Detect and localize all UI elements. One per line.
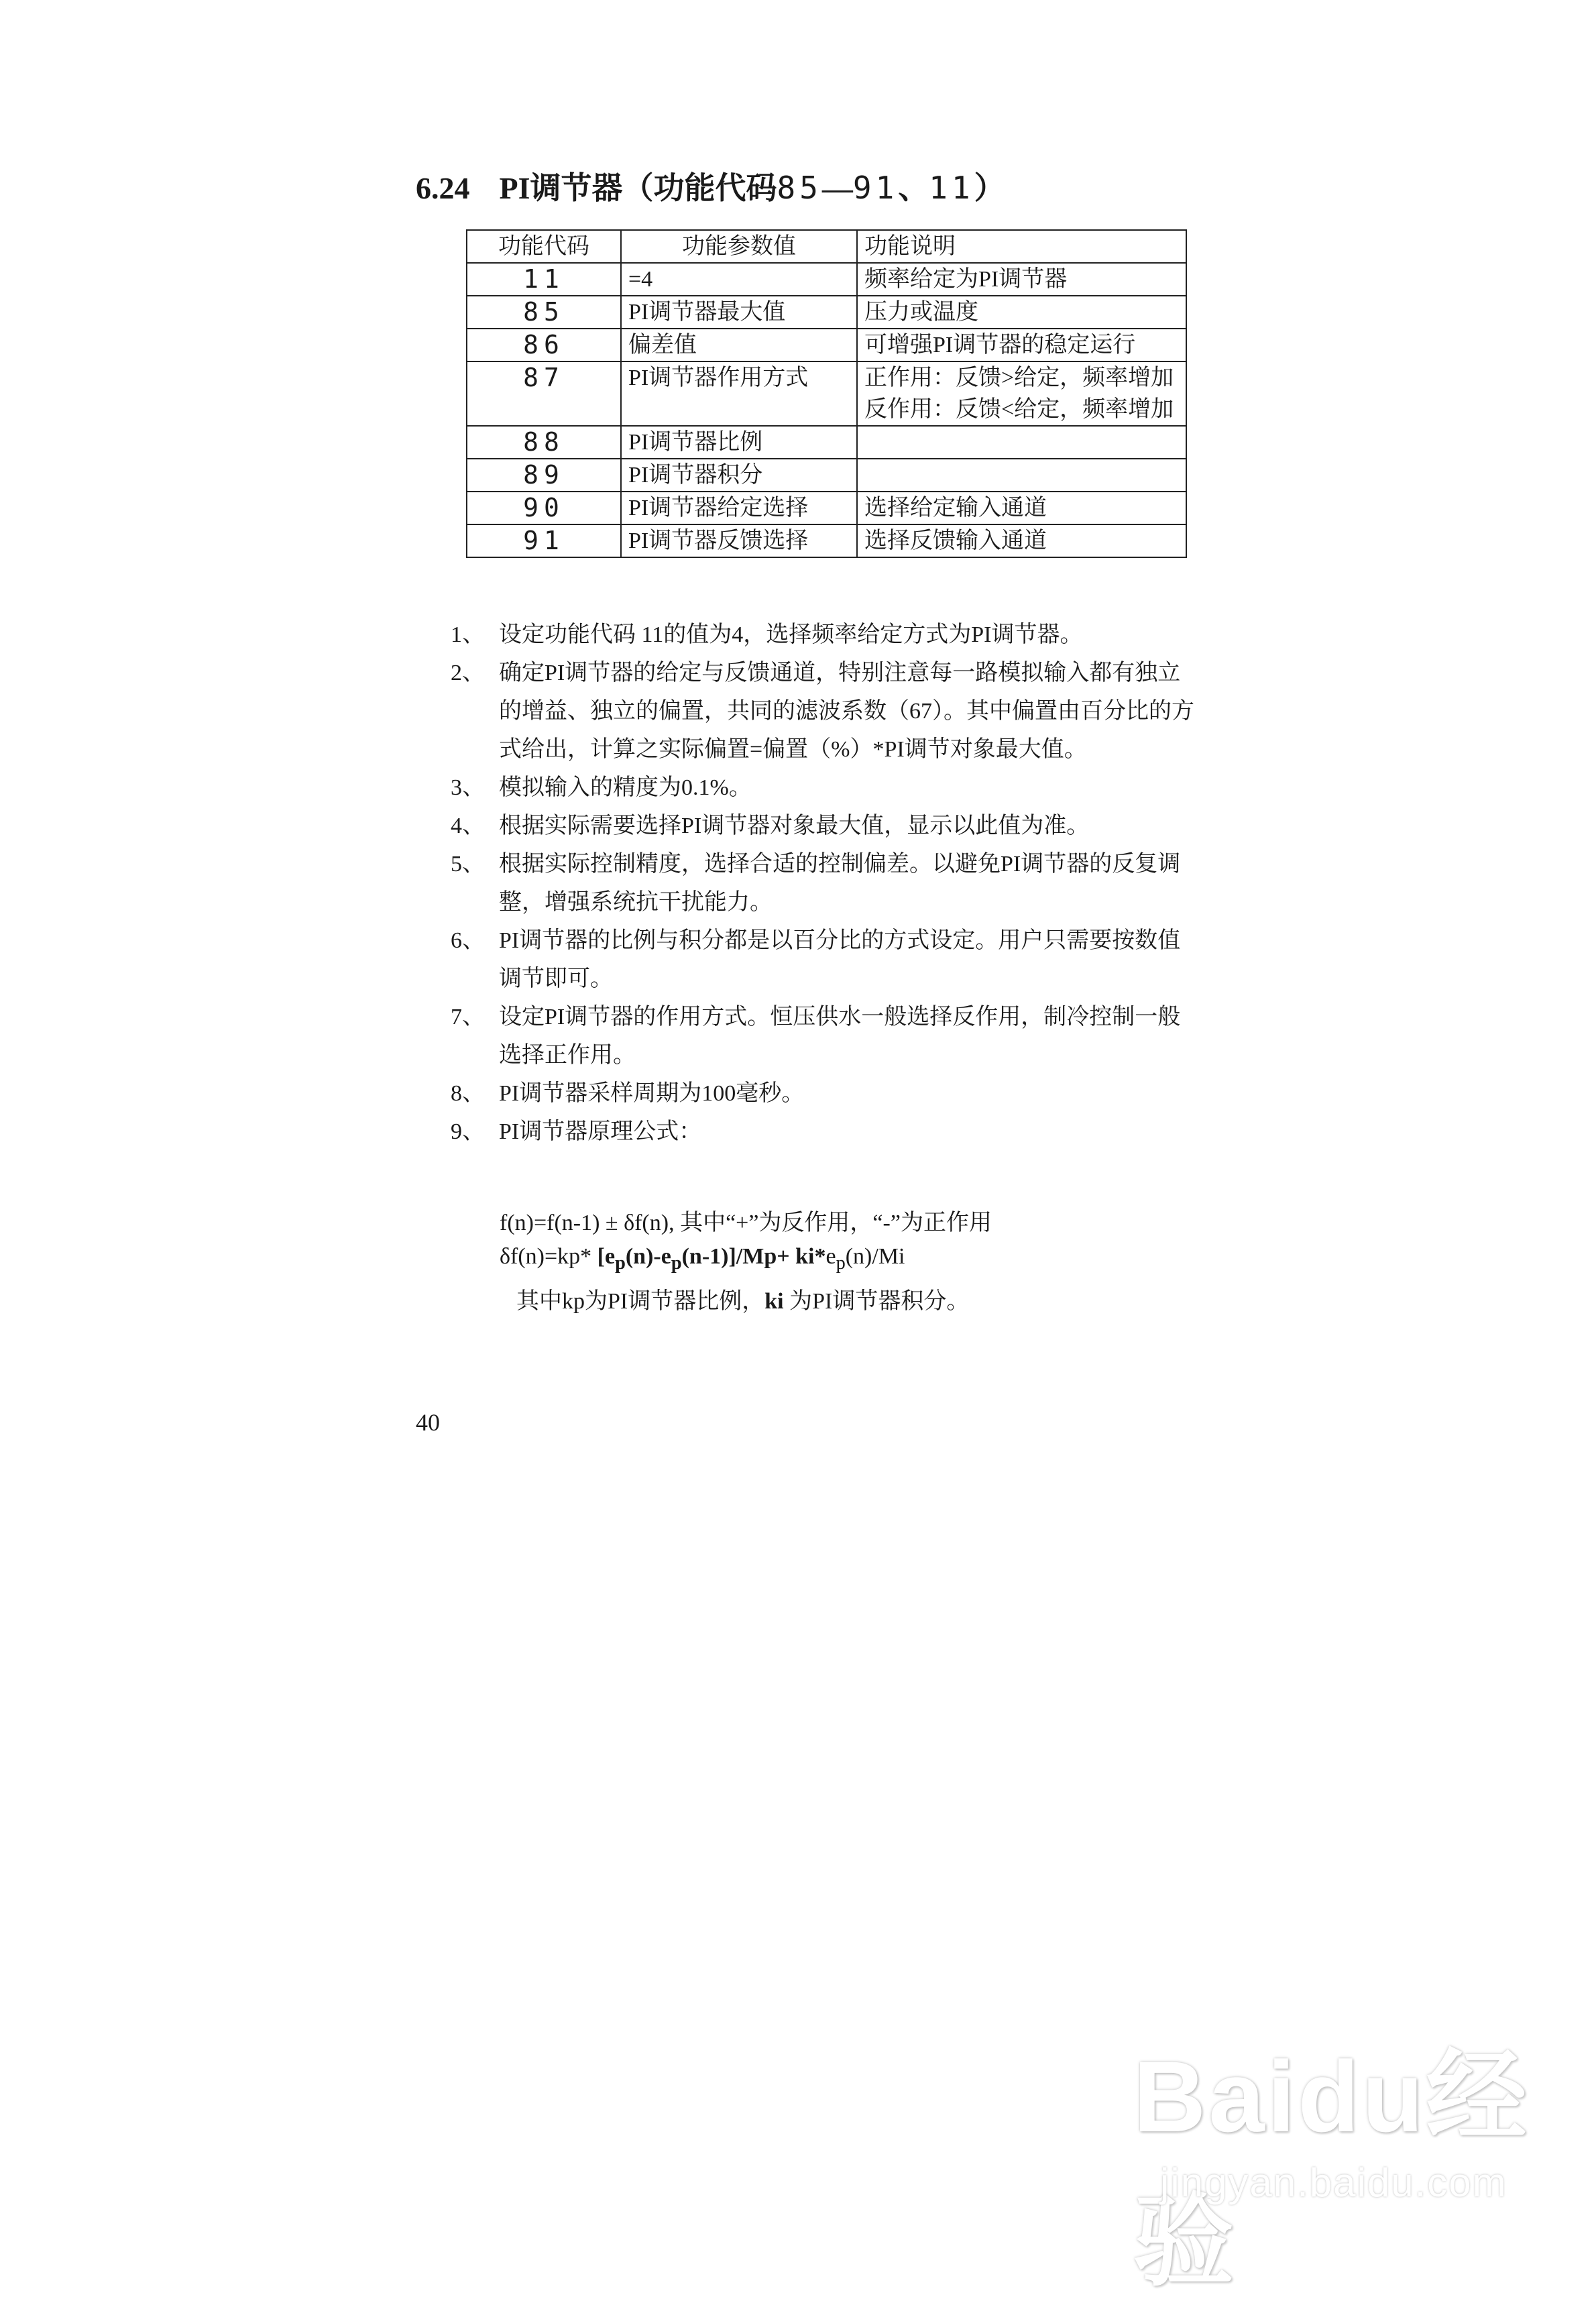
- close-paren: ）: [974, 171, 1005, 205]
- table-row: [467, 361, 1186, 426]
- row-value: =4: [621, 263, 857, 296]
- row-code: 90: [467, 492, 621, 524]
- item-text: PI调节器采样周期为100毫秒。: [499, 1081, 805, 1106]
- parameter-table: [466, 229, 1187, 558]
- list-item: [451, 769, 1195, 807]
- formula-subscript: p: [615, 1252, 626, 1274]
- list-item: [451, 807, 1195, 845]
- item-text: 设定功能代码 11的值为4，选择频率给定方式为PI调节器。: [499, 622, 1083, 647]
- row-code: 91: [467, 524, 621, 557]
- table-row: [467, 329, 1186, 361]
- formula-part: 为PI调节器积分。: [783, 1289, 970, 1314]
- item-text: 设定PI调节器的作用方式。恒压供水一般选择反作用，制冷控制一般选择正作用。: [499, 1005, 1181, 1068]
- formula-line-2: [500, 1244, 905, 1274]
- header-desc: 功能说明: [857, 230, 1186, 263]
- item-text: 模拟输入的精度为0.1%。: [499, 775, 752, 800]
- list-item: [451, 616, 1195, 654]
- notes-list: [451, 616, 1195, 1151]
- row-code: 85: [467, 296, 621, 329]
- item-number: 7、: [451, 1005, 485, 1029]
- list-item: [451, 921, 1195, 998]
- item-text: 根据实际控制精度，选择合适的控制偏差。以避免PI调节器的反复调整，增强系统抗干扰能力。: [499, 852, 1181, 915]
- function-code-85: 85: [777, 170, 822, 206]
- page-number: 40: [416, 1409, 440, 1436]
- row-desc: 可增强PI调节器的稳定运行: [857, 329, 1186, 361]
- item-number: 3、: [451, 775, 485, 800]
- row-code: 87: [467, 361, 621, 426]
- item-text: 根据实际需要选择PI调节器对象最大值，显示以此值为准。: [499, 813, 1090, 838]
- row-code: 89: [467, 459, 621, 492]
- separator: 、: [898, 171, 929, 205]
- item-number: 9、: [451, 1119, 485, 1144]
- formula-part: ki: [764, 1289, 784, 1314]
- row-desc-reverse: 反作用：反馈<给定，频率增加: [864, 397, 1174, 422]
- function-code-11: 11: [929, 170, 974, 206]
- row-desc: 频率给定为PI调节器: [857, 263, 1186, 296]
- table-header-row: [467, 230, 1186, 263]
- section-title: PI调节器（功能代码: [499, 171, 777, 205]
- row-desc: 选择给定输入通道: [857, 492, 1186, 524]
- item-number: 8、: [451, 1081, 485, 1106]
- formula-part: (n)-e: [625, 1244, 671, 1269]
- item-number: 5、: [451, 852, 485, 877]
- dash: —: [821, 171, 853, 205]
- table-row: [467, 492, 1186, 524]
- formula-part: (n-1)]/Mp+ ki*: [681, 1244, 826, 1269]
- row-value: PI调节器反馈选择: [621, 524, 857, 557]
- formula-part: δf(n)=kp*: [500, 1244, 597, 1269]
- formula-part: 其中kp为PI调节器比例，: [516, 1289, 765, 1314]
- header-value: 功能参数值: [621, 230, 857, 263]
- section-number: 6.24: [416, 171, 470, 205]
- table-row: [467, 296, 1186, 329]
- formula-subscript: p: [671, 1252, 682, 1274]
- table-row: [467, 426, 1186, 459]
- row-code: 88: [467, 426, 621, 459]
- formula-line-3: [516, 1282, 969, 1315]
- baidu-watermark-logo: Baidu经验: [1133, 2040, 1530, 2298]
- item-number: 1、: [451, 622, 485, 647]
- item-text: 确定PI调节器的给定与反馈通道，特别注意每一路模拟输入都有独立的增益、独立的偏置，共同的滤波系数（67）。其中偏置由百分比的方式给出，计算之实际偏置=偏置（%）*PI调节对象最大值。: [499, 661, 1194, 762]
- item-number: 2、: [451, 661, 485, 685]
- table-row: [467, 263, 1186, 296]
- row-value: PI调节器作用方式: [621, 361, 857, 426]
- list-item: [451, 998, 1195, 1074]
- row-value: PI调节器最大值: [621, 296, 857, 329]
- row-value: PI调节器给定选择: [621, 492, 857, 524]
- row-value: 偏差值: [621, 329, 857, 361]
- row-desc: 压力或温度: [857, 296, 1186, 329]
- formula-part: (n)/Mi: [845, 1244, 905, 1269]
- item-number: 4、: [451, 813, 485, 838]
- list-item: [451, 1074, 1195, 1113]
- formula-part: [e: [597, 1244, 616, 1269]
- row-desc-forward: 正作用：反馈>给定，频率增加: [864, 366, 1174, 390]
- table-row: [467, 459, 1186, 492]
- row-value: PI调节器比例: [621, 426, 857, 459]
- list-item: [451, 654, 1195, 769]
- item-number: 6、: [451, 928, 485, 953]
- row-desc: [857, 361, 1186, 426]
- list-item: [451, 845, 1195, 921]
- table-row: [467, 524, 1186, 557]
- row-desc: [857, 459, 1186, 492]
- baidu-watermark-url: jingyan.baidu.com: [1160, 2160, 1507, 2205]
- formula-subscript: p: [836, 1252, 846, 1274]
- formula-part: e: [825, 1244, 836, 1269]
- row-desc: [857, 426, 1186, 459]
- list-item: [451, 1113, 1195, 1151]
- item-text: PI调节器的比例与积分都是以百分比的方式设定。用户只需要按数值调节即可。: [499, 928, 1181, 991]
- function-code-91: 91: [852, 170, 899, 206]
- row-code: 11: [467, 263, 621, 296]
- item-text: PI调节器原理公式：: [499, 1119, 702, 1144]
- formula-line-1: f(n)=f(n-1) ± δf(n), 其中“+”为反作用，“-”为正作用: [500, 1211, 992, 1235]
- row-value: PI调节器积分: [621, 459, 857, 492]
- row-desc: 选择反馈输入通道: [857, 524, 1186, 557]
- header-code: 功能代码: [467, 230, 621, 263]
- row-code: 86: [467, 329, 621, 361]
- section-heading: [416, 161, 1005, 215]
